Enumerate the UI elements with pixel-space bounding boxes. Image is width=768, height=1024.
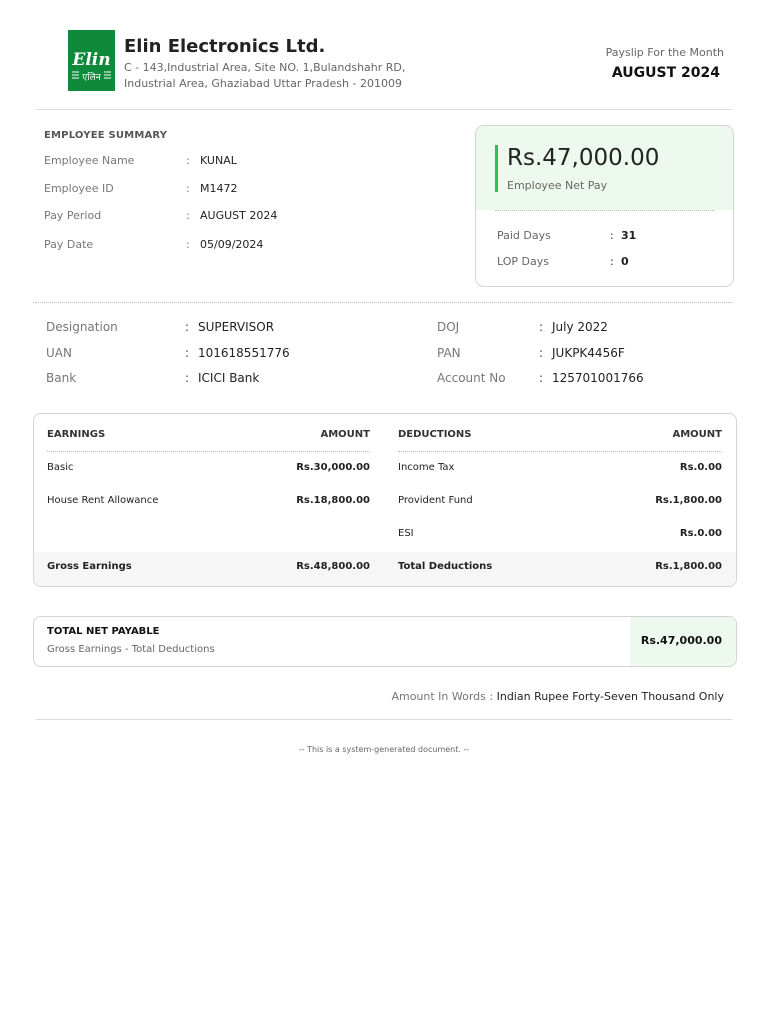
paid-days-label: Paid Days	[497, 229, 551, 242]
detail-label: DOJ	[437, 320, 460, 334]
detail-value: 125701001766	[552, 371, 644, 385]
company-logo	[68, 30, 115, 91]
total-net-payable-highlight	[630, 617, 736, 666]
earning-amount-basic: Rs.30,000.00	[296, 462, 370, 473]
deductions-header: DEDUCTIONS	[398, 429, 472, 440]
section-divider	[35, 302, 733, 303]
summary-label: Employee Name	[44, 154, 135, 167]
summary-row-pay-period: Pay Period : AUGUST 2024	[44, 209, 278, 222]
company-address-line2: Industrial Area, Ghaziabad Uttar Pradesh - 201009	[124, 77, 402, 90]
deduction-label-esi: ESI	[398, 528, 414, 539]
detail-label: UAN	[46, 346, 72, 360]
summary-row-pay-date: Pay Date : 05/09/2024	[44, 238, 264, 251]
amount-in-words-label: Amount In Words :	[391, 690, 494, 703]
footer-divider	[35, 719, 733, 720]
net-pay-label: Employee Net Pay	[507, 179, 608, 192]
detail-bank: Bank : ICICI Bank	[46, 371, 260, 385]
detail-designation: Designation : SUPERVISOR	[46, 320, 275, 334]
totals-band	[34, 552, 736, 586]
detail-value: SUPERVISOR	[198, 320, 275, 334]
lop-days-label: LOP Days	[497, 255, 549, 268]
total-deductions-amount: Rs.1,800.00	[655, 561, 722, 572]
header-divider	[35, 109, 733, 110]
net-pay-divider	[495, 210, 715, 211]
footer-note: -- This is a system-generated document. --	[298, 745, 470, 754]
summary-row-employee-name: Employee Name : KUNAL	[44, 154, 237, 167]
total-net-payable-subtitle: Gross Earnings - Total Deductions	[47, 644, 215, 655]
company-address-line1: C - 143,Industrial Area, Site NO. 1,Bulandshahr RD,	[124, 61, 406, 74]
amount-in-words	[391, 690, 724, 703]
detail-label: Bank	[46, 371, 77, 385]
deduction-label-provident-fund: Provident Fund	[398, 495, 473, 506]
deduction-amount-provident-fund: Rs.1,800.00	[655, 495, 722, 506]
earnings-deductions-table	[33, 413, 737, 587]
detail-uan: UAN : 101618551776	[46, 346, 290, 360]
amount-in-words-value: Indian Rupee Forty-Seven Thousand Only	[496, 690, 724, 703]
detail-label: Designation	[46, 320, 118, 334]
paid-days-row: Paid Days : 31	[497, 229, 637, 242]
earnings-header-divider	[47, 451, 370, 452]
total-net-payable-title: TOTAL NET PAYABLE	[47, 626, 160, 637]
detail-value: ICICI Bank	[198, 371, 260, 385]
deductions-header-divider	[398, 451, 722, 452]
total-net-payable-card	[33, 616, 737, 667]
net-pay-card	[475, 125, 734, 287]
payslip-month-value: AUGUST 2024	[611, 65, 720, 81]
company-name: Elin Electronics Ltd.	[124, 36, 326, 57]
paid-days-value: 31	[621, 229, 637, 242]
earnings-amount-header: AMOUNT	[320, 429, 370, 440]
detail-label: PAN	[437, 346, 461, 360]
deduction-label-income-tax: Income Tax	[398, 462, 455, 473]
deductions-amount-header: AMOUNT	[672, 429, 722, 440]
detail-label: Account No	[437, 371, 506, 385]
detail-account-no: Account No : 125701001766	[437, 371, 644, 385]
payslip-month-label: Payslip For the Month	[605, 46, 724, 59]
deduction-amount-income-tax: Rs.0.00	[679, 462, 722, 473]
detail-value: 101618551776	[198, 346, 290, 360]
earning-label-hra: House Rent Allowance	[47, 495, 159, 506]
gross-earnings-label: Gross Earnings	[47, 561, 132, 572]
total-net-payable-amount: Rs.47,000.00	[640, 634, 722, 647]
summary-row-employee-id: Employee ID : M1472	[44, 182, 238, 195]
detail-value: JUKPK4456F	[552, 346, 625, 360]
net-pay-accent-bar	[495, 145, 498, 192]
earnings-header: EARNINGS	[47, 429, 106, 440]
summary-label: Employee ID	[44, 182, 114, 195]
detail-doj: DOJ : July 2022	[437, 320, 608, 334]
detail-value: July 2022	[552, 320, 608, 334]
employee-summary-title: EMPLOYEE SUMMARY	[44, 130, 168, 141]
summary-value: 05/09/2024	[200, 238, 264, 251]
summary-label: Pay Date	[44, 238, 94, 251]
deduction-amount-esi: Rs.0.00	[679, 528, 722, 539]
earning-amount-hra: Rs.18,800.00	[296, 495, 370, 506]
total-deductions-label: Total Deductions	[398, 561, 493, 572]
gross-earnings-amount: Rs.48,800.00	[296, 561, 370, 572]
logo-text-latin: Elin	[72, 50, 111, 70]
summary-value: M1472	[200, 182, 238, 195]
lop-days-row: LOP Days : 0	[497, 255, 629, 268]
summary-label: Pay Period	[44, 209, 102, 222]
detail-pan: PAN : JUKPK4456F	[437, 346, 625, 360]
net-pay-amount: Rs.47,000.00	[507, 145, 660, 171]
earning-label-basic: Basic	[47, 462, 74, 473]
summary-value: AUGUST 2024	[200, 209, 278, 222]
lop-days-value: 0	[621, 255, 629, 268]
logo-text-hindi: एलिन	[82, 73, 101, 83]
summary-value: KUNAL	[200, 154, 237, 167]
